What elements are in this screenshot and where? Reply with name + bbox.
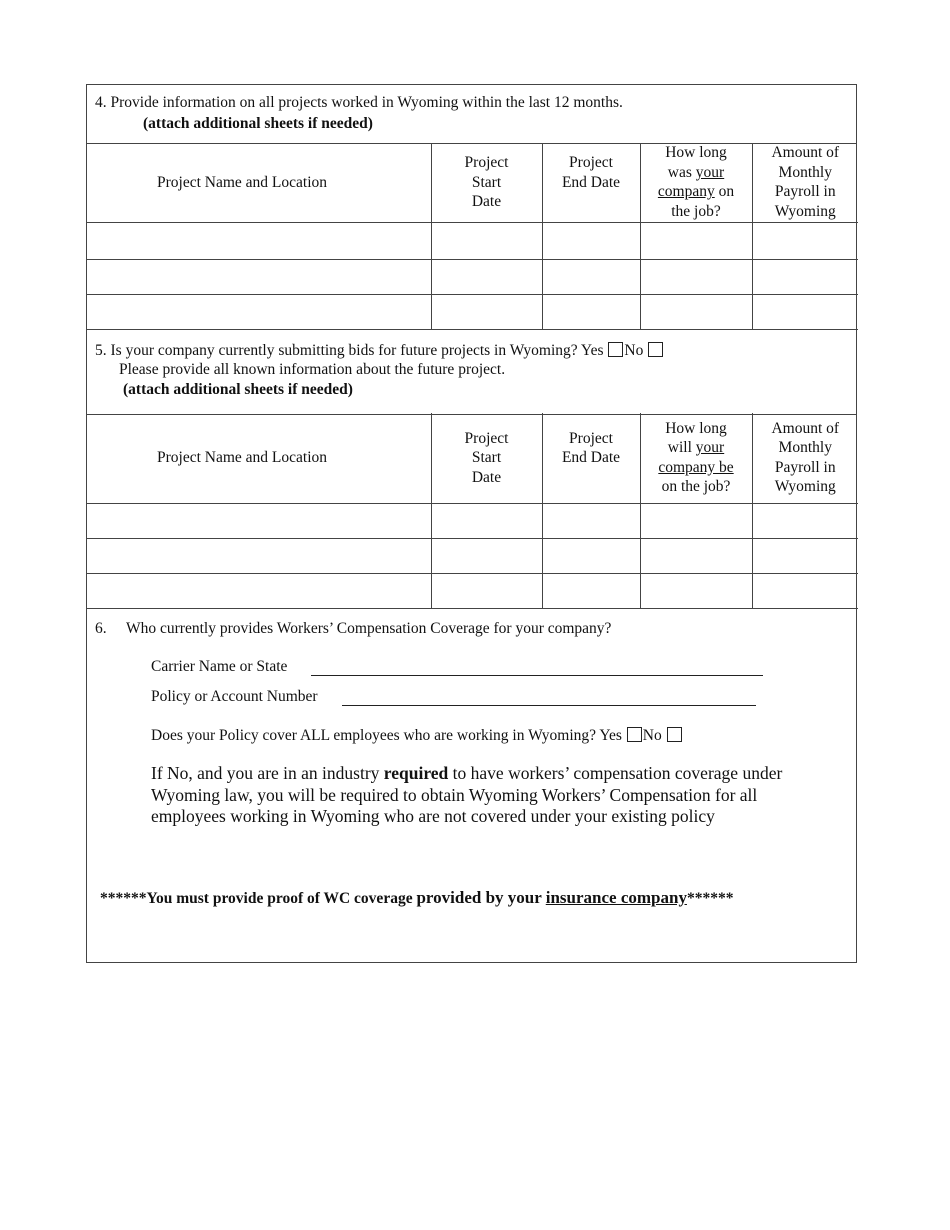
col-header-how-long: How long will your company be on the job? [640,413,752,503]
how-long-cell[interactable] [640,259,752,294]
col-header-project-name: Project Name and Location [87,143,431,222]
q4-note: (attach additional sheets if needed) [143,115,373,132]
requirement-paragraph: If No, and you are in an industry required to have workers’ compensation coverage under Wyoming law, you will be required to obtain Wyoming Workers’ Compensation for all employees working in Wyoming who are not covered under your existing policy [151,763,783,826]
q4-header [87,85,856,144]
policy-number-field[interactable] [342,705,756,706]
q5-note: (attach additional sheets if needed) [123,381,353,398]
table-row [87,503,858,538]
payroll-cell[interactable] [752,222,858,259]
payroll-cell[interactable] [752,503,858,538]
end-date-cell[interactable] [542,259,640,294]
end-date-cell[interactable] [542,538,640,573]
start-date-cell[interactable] [431,259,542,294]
q6-question: Who currently provides Workers’ Compensation Coverage for your company? [126,620,612,637]
project-name-cell[interactable] [87,259,431,294]
q5-header [87,329,856,415]
start-date-cell[interactable] [431,222,542,259]
q5-line2: Please provide all known information about the future project. [119,361,506,378]
table-row [87,222,858,259]
col-header-payroll: Amount of Monthly Payroll in Wyoming [752,413,858,503]
project-name-cell[interactable] [87,538,431,573]
project-name-cell[interactable] [87,573,431,608]
carrier-label: Carrier Name or State [151,658,288,675]
table-row [87,294,858,329]
q6-number: 6. [95,620,107,637]
cover-question: Does your Policy cover ALL employees who are working in Wyoming? Yes No [151,726,683,745]
project-name-cell[interactable] [87,222,431,259]
col-header-start-date: Project Start Date [431,413,542,503]
col-header-end-date: Project End Date [542,143,640,222]
coverage-form [86,84,857,963]
q4-projects-table [87,143,858,330]
proof-warning: ******You must provide proof of WC coverage provided by your insurance company****** [100,888,734,907]
end-date-cell[interactable] [542,294,640,329]
q4-title: 4. Provide information on all projects worked in Wyoming within the last 12 months. [95,94,623,111]
how-long-cell[interactable] [640,503,752,538]
no-checkbox[interactable] [648,342,663,357]
col-header-end-date: Project End Date [542,413,640,503]
table-header-row [87,143,858,222]
col-header-start-date: Project Start Date [431,143,542,222]
col-header-how-long: How long was your company on the job? [640,143,752,222]
no-checkbox[interactable] [667,727,682,742]
table-header-row [87,413,858,503]
policy-label: Policy or Account Number [151,688,318,705]
col-header-payroll: Amount of Monthly Payroll in Wyoming [752,143,858,222]
payroll-cell[interactable] [752,259,858,294]
how-long-cell[interactable] [640,294,752,329]
payroll-cell[interactable] [752,294,858,329]
how-long-cell[interactable] [640,222,752,259]
table-row [87,259,858,294]
q5-projects-table [87,413,858,609]
end-date-cell[interactable] [542,222,640,259]
start-date-cell[interactable] [431,294,542,329]
q6-section [87,608,856,963]
project-name-cell[interactable] [87,503,431,538]
how-long-cell[interactable] [640,573,752,608]
end-date-cell[interactable] [542,573,640,608]
start-date-cell[interactable] [431,538,542,573]
how-long-cell[interactable] [640,538,752,573]
payroll-cell[interactable] [752,573,858,608]
q5-title: 5. Is your company currently submitting bids for future projects in Wyoming? Yes No [95,341,664,360]
end-date-cell[interactable] [542,503,640,538]
table-row [87,538,858,573]
col-header-project-name: Project Name and Location [87,413,431,503]
payroll-cell[interactable] [752,538,858,573]
yes-checkbox[interactable] [608,342,623,357]
start-date-cell[interactable] [431,503,542,538]
start-date-cell[interactable] [431,573,542,608]
project-name-cell[interactable] [87,294,431,329]
table-row [87,573,858,608]
yes-checkbox[interactable] [627,727,642,742]
carrier-name-field[interactable] [311,675,763,676]
